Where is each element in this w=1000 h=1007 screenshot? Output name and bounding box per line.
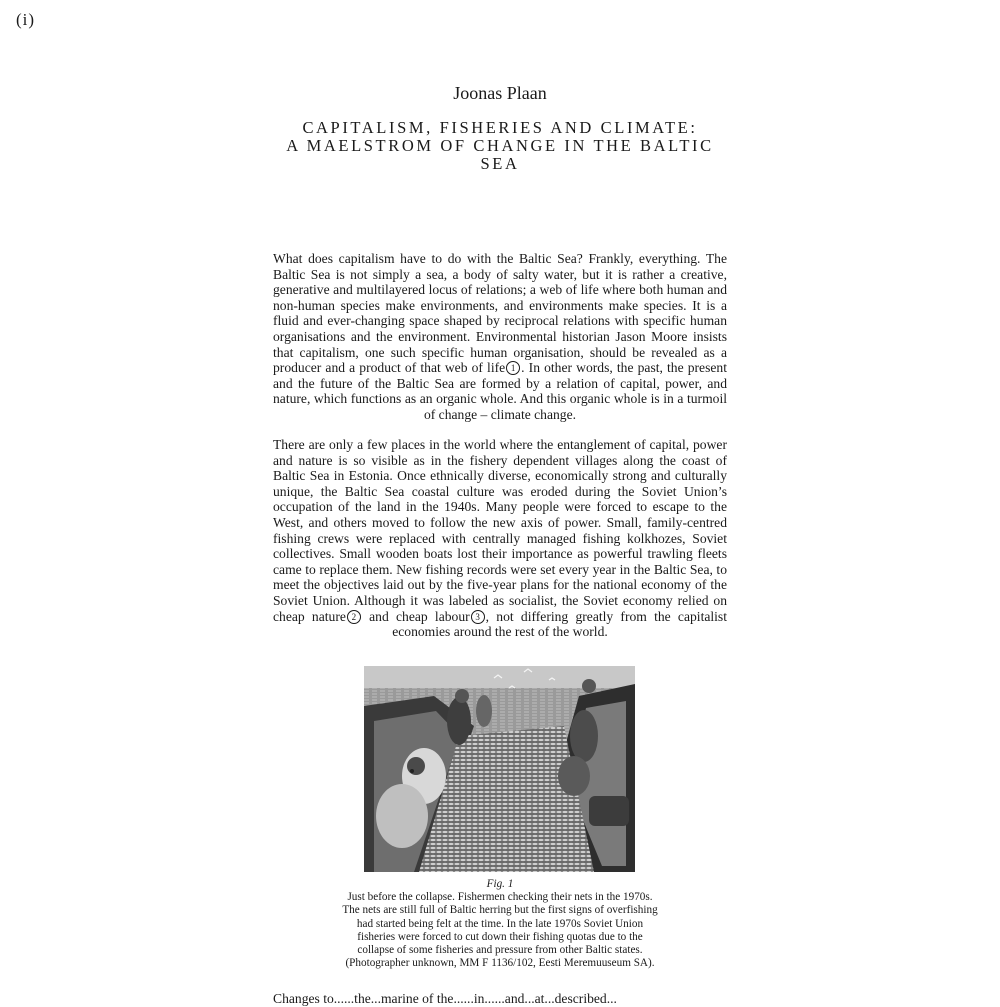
caption-line: collapse of some fisheries and pressure from other Baltic states. <box>357 944 643 957</box>
caption-line: The nets are still full of Baltic herring but the first signs of overfishing <box>342 904 658 917</box>
truncated-next-paragraph: Changes to......the...marine of the......in......and...at...described... <box>273 991 617 1006</box>
article-title <box>270 119 730 173</box>
title-line: SEA <box>480 154 520 173</box>
paragraph-text: , not differing greatly from the capitalist economies around the rest of the world. <box>392 608 728 640</box>
paragraph-2 <box>273 437 727 640</box>
caption-line: (Photographer unknown, MM F 1136/102, Eesti Meremuuseum SA). <box>345 957 655 970</box>
footnote-ref-3[interactable]: 3 <box>471 610 485 624</box>
fishermen-photo <box>364 666 635 872</box>
paragraph-text: What does capitalism have to do with the Baltic Sea? Frankly, everything. The Baltic Sea is not simply a sea, a body of salty water, but it is rather a creative, generative and multilayered locus of relations; a web of life where both human and non-human species make environments, and environments make species. It is a fluid and ever-changing space shaped by reciprocal relations with specific human organisations and the environment. Environmental historian Jason Moore insists that capitalism, one such specific human organisation, should be revealed as a producer and a product of that web of life <box>273 251 727 376</box>
paragraph-text: There are only a few places in the world where the entanglement of capital, power and nature is so visible as in the fishery dependent villages along the coast of Baltic Sea in Estonia. Once ethnically diverse, economically strong and culturally unique, the Baltic Sea coastal culture was eroded during the Soviet Union’s occupation of the land in the 1940s. Many people were forced to escape to the West, and others moved to follow the new axis of power. Small, family-centred fishing crews were replaced with centrally managed fishing kolkhozes, Soviet collectives. Small wooden boats lost their importance as powerful trawling fleets came to replace them. New fishing records were set every year in the Baltic Sea, to meet the objectives laid out by the five-year plans for the national economy of the Soviet Union. Although it was labeled as socialist, the Soviet economy relied on cheap nature <box>273 437 727 624</box>
caption-line: had started being felt at the time. In the late 1970s Soviet Union <box>356 917 644 930</box>
paragraph-text: . In other words, the past, the present and the future of the Baltic Sea are formed by a relation of capital, power, and nature, which functions as an organic whole. And this organic whole is in a turmoil of change – climate change. <box>273 360 727 422</box>
author-name: Joonas Plaan <box>453 83 547 103</box>
figure-label: Fig. 1 <box>486 878 514 890</box>
caption-line: fisheries were forced to cut down their fishing quotas due to the <box>357 930 643 943</box>
title-line: CAPITALISM, FISHERIES AND CLIMATE: <box>302 118 698 137</box>
caption-line: Just before the collapse. Fishermen checking their nets in the 1970s. <box>347 891 653 904</box>
paragraph-text: and cheap labour <box>361 608 470 624</box>
figure-caption <box>300 878 700 970</box>
page-marker: (i) <box>16 10 36 29</box>
title-line: A MAELSTROM OF CHANGE IN THE BALTIC <box>286 136 714 155</box>
footnote-ref-1[interactable]: 1 <box>506 361 520 375</box>
paragraph-1 <box>273 251 727 423</box>
footnote-ref-2[interactable]: 2 <box>347 610 361 624</box>
